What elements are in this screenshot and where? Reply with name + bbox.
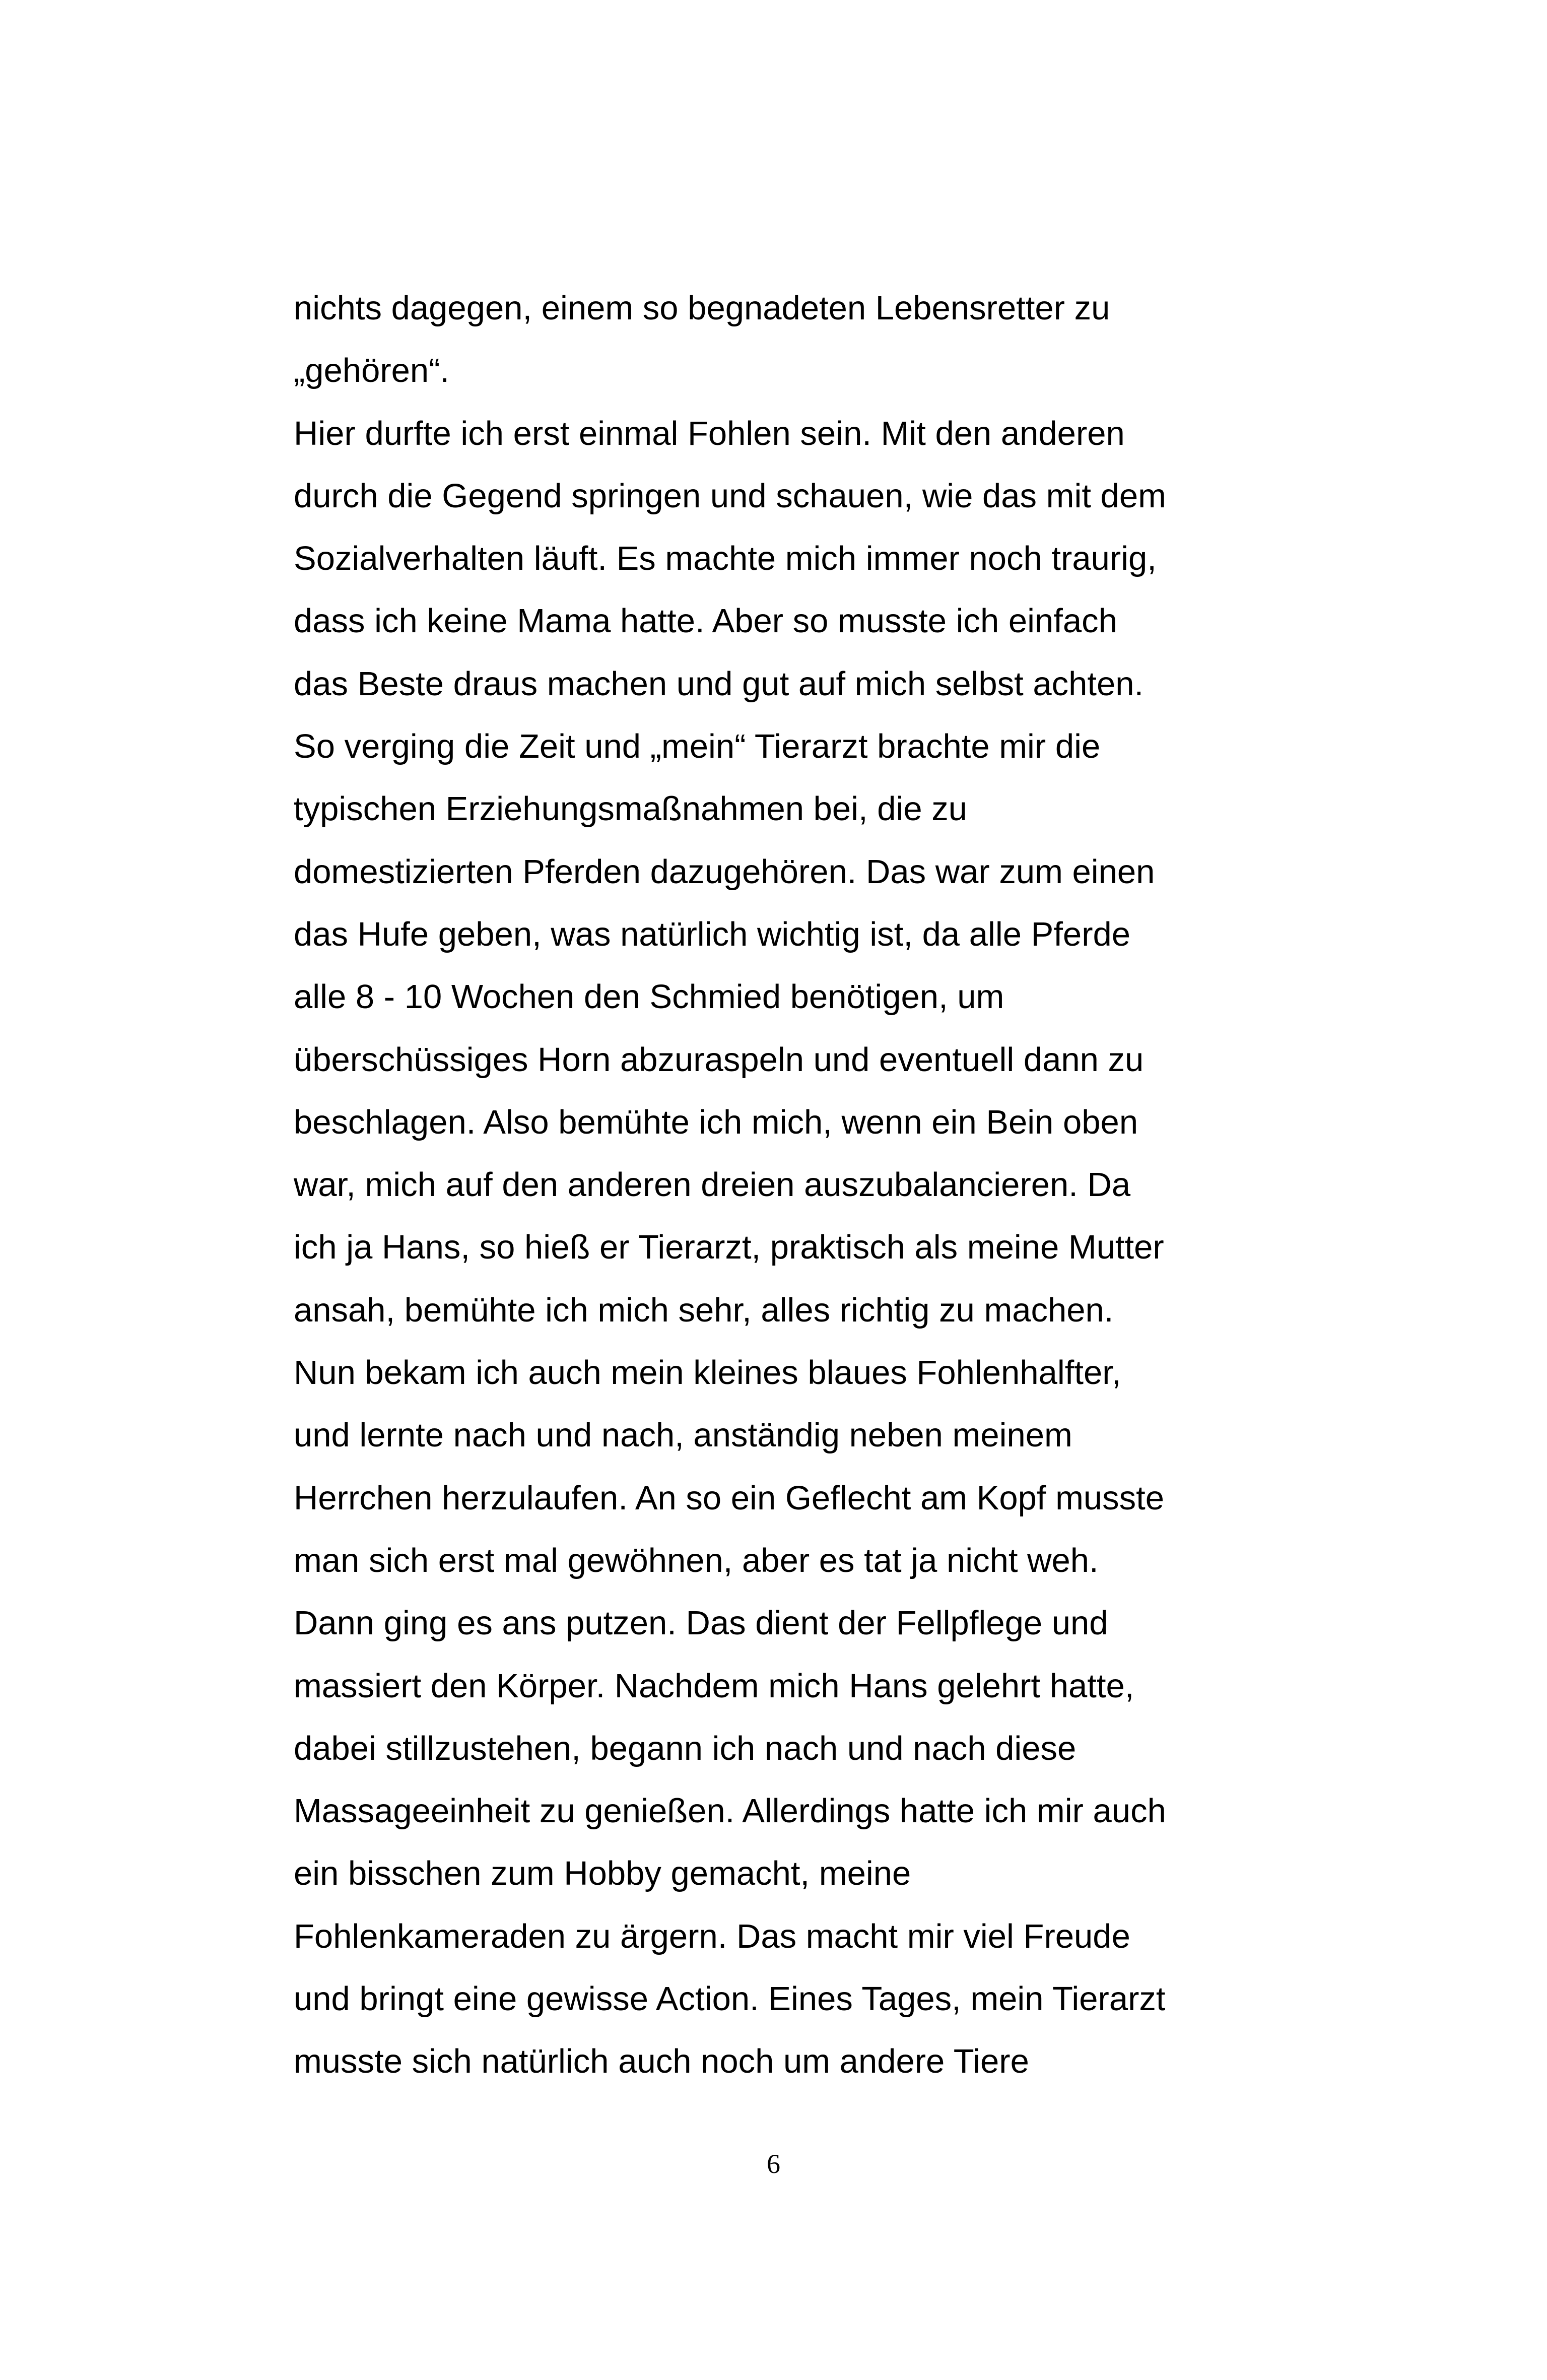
text-line: Massageeinheit zu genießen. Allerdings hatte ich mir auch [294, 1792, 1166, 1830]
text-line: dabei stillzustehen, begann ich nach und nach diese [294, 1729, 1077, 1767]
text-line: und lernte nach und nach, anständig neben meinem [294, 1416, 1072, 1455]
text-line: beschlagen. Also bemühte ich mich, wenn ein Bein oben [294, 1103, 1138, 1141]
text-line: das Hufe geben, was natürlich wichtig ist, da alle Pferde [294, 915, 1131, 953]
text-line: durch die Gegend springen und schauen, wie das mit dem [294, 477, 1166, 515]
text-line: Nun bekam ich auch mein kleines blaues Fohlenhalfter, [294, 1354, 1121, 1392]
text-line: alle 8 - 10 Wochen den Schmied benötigen, um [294, 978, 1004, 1016]
text-line: „gehören“. [294, 352, 450, 390]
text-line: massiert den Körper. Nachdem mich Hans gelehrt hatte, [294, 1667, 1134, 1705]
text-line: Fohlenkameraden zu ärgern. Das macht mir viel Freude [294, 1917, 1130, 1955]
text-line: und bringt eine gewisse Action. Eines Tages, mein Tierarzt [294, 1980, 1166, 2018]
text-line: So verging die Zeit und „mein“ Tierarzt brachte mir die [294, 728, 1101, 766]
text-line: Sozialverhalten läuft. Es machte mich immer noch traurig, [294, 540, 1157, 578]
page-number: 6 [767, 2149, 780, 2179]
text-line: ein bisschen zum Hobby gemacht, meine [294, 1855, 911, 1893]
text-line: Herrchen herzulaufen. An so ein Geflecht am Kopf musste [294, 1479, 1165, 1517]
text-line: überschüssiges Horn abzuraspeln und eventuell dann zu [294, 1040, 1144, 1079]
text-line: domestizierten Pferden dazugehören. Das war zum einen [294, 852, 1155, 891]
text-line: dass ich keine Mama hatte. Aber so musste ich einfach [294, 602, 1117, 640]
text-line: nichts dagegen, einem so begnadeten Lebensretter zu [294, 289, 1110, 327]
text-line: typischen Erziehungsmaßnahmen bei, die zu [294, 790, 968, 828]
text-line: war, mich auf den anderen dreien auszubalancieren. Da [294, 1166, 1131, 1204]
text-line: man sich erst mal gewöhnen, aber es tat ja nicht weh. [294, 1541, 1099, 1579]
text-line: musste sich natürlich auch noch um andere Tiere [294, 2042, 1029, 2081]
text-line: ich ja Hans, so hieß er Tierarzt, praktisch als meine Mutter [294, 1228, 1164, 1267]
text-line: Hier durfte ich erst einmal Fohlen sein. Mit den anderen [294, 414, 1125, 452]
text-line: das Beste draus machen und gut auf mich selbst achten. [294, 665, 1144, 703]
text-line: Dann ging es ans putzen. Das dient der Fellpflege und [294, 1604, 1108, 1642]
text-line: ansah, bemühte ich mich sehr, alles richtig zu machen. [294, 1291, 1114, 1329]
body-text [294, 277, 1271, 2093]
